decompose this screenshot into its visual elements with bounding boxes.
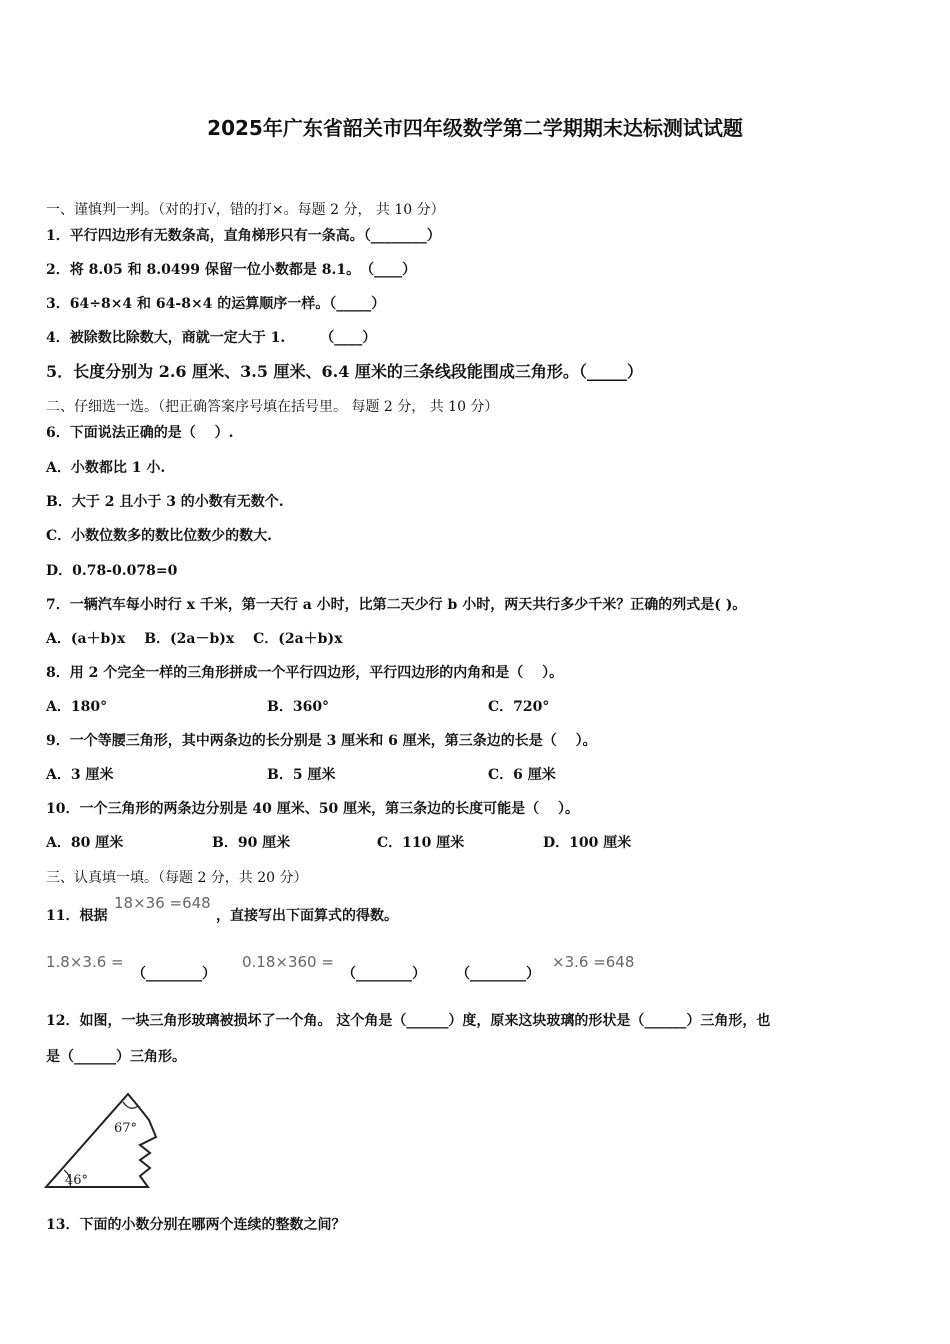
question-9-option-c: C．6 厘米 [488,767,556,783]
question-11-given-equation: 18×36 =648 [114,894,211,912]
question-9-option-a: A．3 厘米 [46,767,114,783]
question-2: 2．将 8.05 和 8.0499 保留一位小数都是 8.1。 （____） [46,262,417,278]
question-7-options: A．(a＋b)x B．(2a－b)x C．(2a＋b)x [46,631,343,647]
top-angle-label: 67° [114,1121,138,1136]
question-10-stem: 10．一个三角形的两条边分别是 40 厘米、50 厘米，第三条边的长度可能是（ ）。 [46,801,579,817]
question-12-line-2: 是（______）三角形。 [46,1049,186,1065]
question-11-expression-2: 0.18×360 = [242,953,334,971]
question-6-option-a: A．小数都比 1 小. [46,460,166,476]
question-10-option-a: A．80 厘米 [46,835,124,851]
question-6-stem: 6．下面说法正确的是（ ）. [46,425,234,441]
left-angle-label: 46° [65,1173,89,1188]
question-11-suffix: ，直接写出下面算式的得数。 [216,908,398,924]
question-8-stem: 8．用 2 个完全一样的三角形拼成一个平行四边形，平行四边形的内角和是（ ）。 [46,665,564,681]
question-12-line-1: 12．如图，一块三角形玻璃被损坏了一个角。 这个角是（______）度，原来这块玻璃的形状是（______）三角形，也 [46,1013,771,1029]
question-11-prefix: 11．根据 [46,908,108,924]
question-11-answer-blank-3[interactable]: （________） [456,966,540,982]
question-1: 1．平行四边形有无数条高，直角梯形只有一条高。（________） [46,228,441,244]
question-3: 3．64÷8×4 和 64-8×4 的运算顺序一样。（_____） [46,296,386,312]
question-5: 5．长度分别为 2.6 厘米、3.5 厘米、6.4 厘米的三条线段能围成三角形。（_____） [46,362,643,381]
broken-triangle-outline [46,1094,156,1187]
page-title: 2025年广东省韶关市四年级数学第二学期期末达标测试试题 [207,116,743,140]
question-8-option-a: A．180° [46,699,108,715]
question-10-option-c: C．110 厘米 [377,835,465,851]
question-10-option-d: D．100 厘米 [543,835,632,851]
question-11-expression-1: 1.8×3.6 = [46,953,124,971]
section-2-heading: 二、仔细选一选。（把正确答案序号填在括号里。 每题 2 分， 共 10 分） [46,399,499,415]
question-9-stem: 9．一个等腰三角形，其中两条边的长分别是 3 厘米和 6 厘米，第三条边的长是（ ）。 [46,733,597,749]
broken-triangle-figure [40,1090,170,1195]
question-6-option-b: B．大于 2 且小于 3 的小数有无数个. [46,494,284,510]
question-11-answer-blank-1[interactable]: （________） [132,966,216,982]
question-13: 13．下面的小数分别在哪两个连续的整数之间？ [46,1217,346,1233]
section-3-heading: 三、认真填一填。（每题 2 分，共 20 分） [46,870,308,886]
question-6-option-d: D．0.78-0.078=0 [46,563,178,579]
question-11-expression-3: ×3.6 =648 [552,953,635,971]
section-1-heading: 一、谨慎判一判。（对的打√，错的打×。每题 2 分， 共 10 分） [46,202,445,218]
question-4: 4．被除数比除数大，商就一定大于 1. （____） [46,330,377,346]
question-8-option-c: C．720° [488,699,550,715]
question-6-option-c: C．小数位数多的数比位数少的数大. [46,528,273,544]
question-7-stem: 7．一辆汽车每小时行 x 千米，第一天行 a 小时，比第二天少行 b 小时，两天共行多少千米？正确的列式是( )。 [46,597,747,613]
question-10-option-b: B．90 厘米 [212,835,291,851]
question-9-option-b: B．5 厘米 [267,767,336,783]
question-8-option-b: B．360° [267,699,330,715]
question-11-answer-blank-2[interactable]: （________） [342,966,426,982]
